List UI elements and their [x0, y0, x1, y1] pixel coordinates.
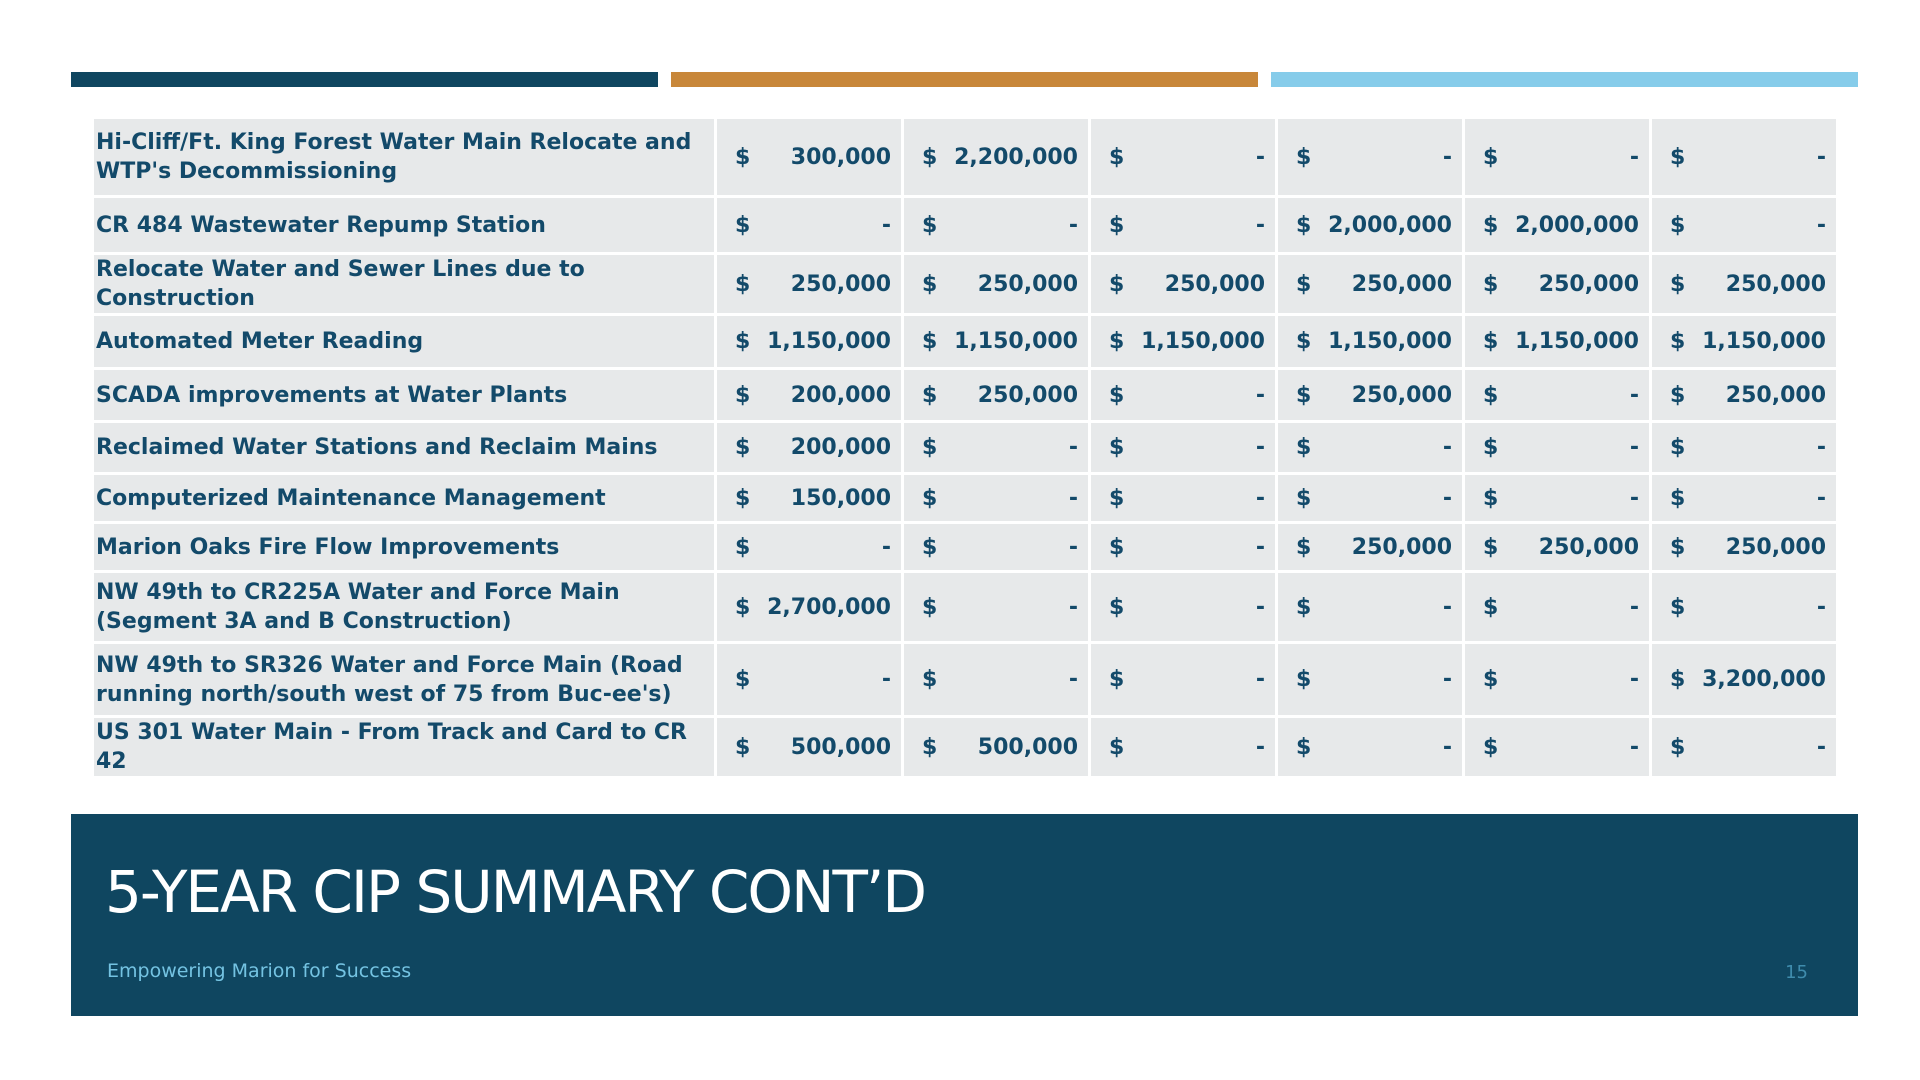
amount-value: - — [1255, 485, 1265, 511]
amount-cell — [1652, 370, 1836, 420]
table-row — [94, 370, 1836, 420]
amount-cell — [1278, 718, 1462, 776]
amount-value: 2,000,000 — [1515, 212, 1639, 238]
amount-cell — [717, 644, 901, 715]
currency-symbol: $ — [735, 667, 751, 692]
amount-cell-content — [1652, 435, 1836, 460]
amount-value: 2,200,000 — [954, 144, 1078, 170]
table-row — [94, 718, 1836, 776]
amount-cell — [1652, 316, 1836, 367]
amount-value: - — [1255, 212, 1265, 238]
amount-cell-content — [1652, 535, 1836, 560]
amount-value: 2,000,000 — [1328, 212, 1452, 238]
amount-value: - — [1068, 212, 1078, 238]
amount-cell — [1465, 718, 1649, 776]
amount-cell-content — [717, 145, 901, 170]
amount-value: - — [1255, 382, 1265, 408]
amount-cell-content — [1091, 486, 1275, 511]
amount-cell — [904, 198, 1088, 252]
currency-symbol: $ — [1296, 144, 1312, 170]
amount-value: - — [1442, 734, 1452, 760]
amount-cell — [1465, 644, 1649, 715]
amount-value: 2,700,000 — [767, 594, 891, 620]
amount-cell-content — [717, 272, 901, 297]
amount-cell-content — [1278, 383, 1462, 408]
table-row — [94, 119, 1836, 195]
amount-cell — [1278, 573, 1462, 641]
amount-value: - — [1442, 594, 1452, 620]
amount-value: - — [1255, 534, 1265, 560]
amount-cell — [1278, 644, 1462, 715]
amount-value: - — [1629, 485, 1639, 511]
amount-value: 200,000 — [790, 382, 891, 408]
amount-value: 1,150,000 — [1141, 329, 1265, 354]
amount-cell — [1091, 573, 1275, 641]
amount-value: - — [1442, 144, 1452, 170]
currency-symbol: $ — [735, 485, 751, 511]
amount-value: 250,000 — [1725, 271, 1826, 297]
amount-cell-content — [717, 329, 901, 354]
table-row — [94, 644, 1836, 715]
amount-cell — [1091, 423, 1275, 472]
amount-cell — [717, 198, 901, 252]
project-name-cell: Hi-Cliff/Ft. King Forest Water Main Relocate and WTP's Decommissioning — [94, 119, 714, 195]
amount-value: - — [1255, 734, 1265, 760]
amount-value: - — [1816, 144, 1826, 170]
amount-cell — [904, 316, 1088, 367]
amount-cell — [1278, 198, 1462, 252]
amount-cell-content — [1652, 272, 1836, 297]
amount-cell — [1278, 524, 1462, 570]
currency-symbol: $ — [1670, 382, 1686, 408]
amount-cell — [1652, 119, 1836, 195]
currency-symbol: $ — [1670, 144, 1686, 170]
amount-value: - — [1068, 435, 1078, 460]
currency-symbol: $ — [1670, 485, 1686, 511]
amount-cell-content — [1278, 435, 1462, 460]
currency-symbol: $ — [1483, 382, 1499, 408]
currency-symbol: $ — [1483, 667, 1499, 692]
amount-cell — [717, 255, 901, 313]
cip-table-body — [94, 119, 1836, 776]
amount-value: 200,000 — [790, 435, 891, 460]
amount-value: 250,000 — [1538, 534, 1639, 560]
currency-symbol: $ — [1109, 329, 1125, 354]
currency-symbol: $ — [735, 212, 751, 238]
currency-symbol: $ — [1296, 382, 1312, 408]
project-name-cell: Automated Meter Reading — [94, 316, 714, 367]
currency-symbol: $ — [1670, 212, 1686, 238]
amount-cell — [1091, 119, 1275, 195]
amount-cell — [717, 119, 901, 195]
amount-cell-content — [717, 595, 901, 620]
amount-cell-content — [904, 383, 1088, 408]
amount-cell — [1091, 198, 1275, 252]
amount-cell-content — [1278, 595, 1462, 620]
amount-cell — [904, 370, 1088, 420]
amount-cell-content — [1465, 595, 1649, 620]
amount-cell-content — [1091, 595, 1275, 620]
amount-value: - — [1816, 212, 1826, 238]
amount-cell-content — [1465, 329, 1649, 354]
amount-cell-content — [717, 486, 901, 511]
amount-cell-content — [1091, 213, 1275, 238]
amount-cell-content — [1091, 383, 1275, 408]
accent-bar-navy — [71, 72, 658, 87]
amount-value: 250,000 — [977, 382, 1078, 408]
amount-cell-content — [1278, 145, 1462, 170]
amount-value: 250,000 — [790, 271, 891, 297]
amount-value: 1,150,000 — [1515, 329, 1639, 354]
currency-symbol: $ — [1109, 144, 1125, 170]
amount-cell — [1091, 475, 1275, 521]
amount-cell — [1278, 370, 1462, 420]
amount-cell — [904, 255, 1088, 313]
amount-value: - — [1068, 534, 1078, 560]
amount-value: 250,000 — [1538, 271, 1639, 297]
currency-symbol: $ — [1109, 734, 1125, 760]
amount-cell-content — [717, 213, 901, 238]
amount-value: - — [1816, 594, 1826, 620]
currency-symbol: $ — [922, 594, 938, 620]
currency-symbol: $ — [1483, 212, 1499, 238]
currency-symbol: $ — [735, 382, 751, 408]
currency-symbol: $ — [1670, 329, 1686, 354]
amount-cell — [1652, 198, 1836, 252]
amount-cell-content — [1465, 213, 1649, 238]
amount-cell — [1278, 255, 1462, 313]
amount-cell — [1091, 718, 1275, 776]
amount-cell-content — [904, 735, 1088, 760]
amount-cell-content — [1091, 435, 1275, 460]
amount-cell-content — [1465, 535, 1649, 560]
currency-symbol: $ — [1670, 534, 1686, 560]
amount-value: 300,000 — [790, 144, 891, 170]
amount-cell-content — [1652, 145, 1836, 170]
amount-cell — [904, 644, 1088, 715]
amount-cell — [1091, 370, 1275, 420]
amount-cell-content — [1091, 667, 1275, 692]
amount-value: - — [1068, 667, 1078, 692]
amount-cell-content — [904, 595, 1088, 620]
amount-cell — [1465, 198, 1649, 252]
amount-cell — [1091, 524, 1275, 570]
table-row — [94, 198, 1836, 252]
amount-value: - — [1816, 734, 1826, 760]
project-name-cell: Computerized Maintenance Management — [94, 475, 714, 521]
currency-symbol: $ — [735, 734, 751, 760]
amount-cell — [904, 119, 1088, 195]
currency-symbol: $ — [1670, 435, 1686, 460]
currency-symbol: $ — [1296, 534, 1312, 560]
amount-value: - — [1255, 667, 1265, 692]
amount-cell-content — [717, 383, 901, 408]
amount-cell-content — [1091, 272, 1275, 297]
currency-symbol: $ — [1670, 271, 1686, 297]
amount-value: - — [1629, 144, 1639, 170]
currency-symbol: $ — [1483, 594, 1499, 620]
amount-cell-content — [717, 735, 901, 760]
amount-cell-content — [1465, 667, 1649, 692]
currency-symbol: $ — [735, 435, 751, 460]
currency-symbol: $ — [922, 144, 938, 170]
currency-symbol: $ — [1109, 435, 1125, 460]
amount-cell — [1278, 316, 1462, 367]
currency-symbol: $ — [922, 212, 938, 238]
amount-cell-content — [1465, 272, 1649, 297]
amount-cell-content — [1278, 329, 1462, 354]
amount-cell — [1652, 573, 1836, 641]
amount-value: - — [1816, 435, 1826, 460]
currency-symbol: $ — [1296, 594, 1312, 620]
amount-cell — [717, 573, 901, 641]
amount-value: 250,000 — [977, 271, 1078, 297]
amount-value: 250,000 — [1725, 382, 1826, 408]
amount-value: 1,150,000 — [1702, 329, 1826, 354]
amount-cell — [1465, 255, 1649, 313]
project-name-cell: SCADA improvements at Water Plants — [94, 370, 714, 420]
amount-cell — [717, 370, 901, 420]
amount-cell-content — [904, 145, 1088, 170]
amount-cell — [1465, 573, 1649, 641]
amount-value: - — [1629, 667, 1639, 692]
project-name-cell: NW 49th to SR326 Water and Force Main (Road running north/south west of 75 from Buc-ee's) — [94, 644, 714, 715]
currency-symbol: $ — [1296, 667, 1312, 692]
amount-cell — [1652, 644, 1836, 715]
currency-symbol: $ — [1296, 435, 1312, 460]
footer-banner — [71, 814, 1858, 1016]
currency-symbol: $ — [735, 594, 751, 620]
currency-symbol: $ — [735, 271, 751, 297]
project-name-cell: Relocate Water and Sewer Lines due to Construction — [94, 255, 714, 313]
currency-symbol: $ — [1483, 485, 1499, 511]
amount-cell — [717, 475, 901, 521]
amount-cell — [1091, 644, 1275, 715]
project-name-cell: US 301 Water Main - From Track and Card to CR 42 — [94, 718, 714, 776]
table-row — [94, 475, 1836, 521]
currency-symbol: $ — [922, 667, 938, 692]
amount-cell-content — [1278, 272, 1462, 297]
amount-value: 250,000 — [1351, 271, 1452, 297]
currency-symbol: $ — [1109, 667, 1125, 692]
amount-cell-content — [1278, 535, 1462, 560]
amount-value: 500,000 — [790, 734, 891, 760]
currency-symbol: $ — [735, 329, 751, 354]
amount-value: - — [1629, 435, 1639, 460]
project-name-cell: CR 484 Wastewater Repump Station — [94, 198, 714, 252]
currency-symbol: $ — [922, 485, 938, 511]
amount-cell-content — [904, 667, 1088, 692]
currency-symbol: $ — [1483, 271, 1499, 297]
slide-number: 15 — [1785, 962, 1808, 983]
amount-cell-content — [1278, 486, 1462, 511]
amount-cell-content — [1465, 486, 1649, 511]
amount-cell-content — [1652, 213, 1836, 238]
amount-cell — [1652, 475, 1836, 521]
currency-symbol: $ — [1109, 382, 1125, 408]
currency-symbol: $ — [922, 534, 938, 560]
amount-cell-content — [717, 435, 901, 460]
project-name-cell: Reclaimed Water Stations and Reclaim Mains — [94, 423, 714, 472]
currency-symbol: $ — [735, 144, 751, 170]
amount-cell — [1652, 718, 1836, 776]
amount-value: - — [881, 534, 891, 560]
amount-cell-content — [904, 213, 1088, 238]
amount-cell — [1465, 524, 1649, 570]
currency-symbol: $ — [1109, 534, 1125, 560]
amount-value: - — [1442, 485, 1452, 511]
amount-cell — [717, 316, 901, 367]
cip-summary-table — [91, 116, 1839, 779]
currency-symbol: $ — [1109, 271, 1125, 297]
table-row — [94, 573, 1836, 641]
amount-value: - — [881, 212, 891, 238]
amount-cell-content — [717, 667, 901, 692]
amount-cell-content — [1465, 735, 1649, 760]
slide-title: 5-YEAR CIP SUMMARY CONT’D — [105, 858, 925, 926]
project-name-cell: NW 49th to CR225A Water and Force Main (Segment 3A and B Construction) — [94, 573, 714, 641]
amount-value: 1,150,000 — [1328, 329, 1452, 354]
amount-cell — [1091, 255, 1275, 313]
amount-cell-content — [1465, 383, 1649, 408]
amount-value: - — [1255, 435, 1265, 460]
amount-value: 250,000 — [1164, 271, 1265, 297]
amount-cell-content — [1652, 667, 1836, 692]
amount-cell — [1652, 255, 1836, 313]
currency-symbol: $ — [1296, 212, 1312, 238]
amount-cell-content — [904, 486, 1088, 511]
amount-cell — [1465, 119, 1649, 195]
amount-cell — [1091, 316, 1275, 367]
table-row — [94, 316, 1836, 367]
currency-symbol: $ — [1296, 485, 1312, 511]
currency-symbol: $ — [1109, 212, 1125, 238]
currency-symbol: $ — [1483, 734, 1499, 760]
amount-value: - — [1816, 485, 1826, 511]
amount-cell — [904, 573, 1088, 641]
currency-symbol: $ — [1483, 329, 1499, 354]
amount-value: 1,150,000 — [767, 329, 891, 354]
accent-bar-light-blue — [1271, 72, 1858, 87]
amount-cell-content — [1652, 383, 1836, 408]
amount-value: - — [1442, 667, 1452, 692]
amount-cell-content — [1091, 329, 1275, 354]
currency-symbol: $ — [735, 534, 751, 560]
currency-symbol: $ — [1296, 329, 1312, 354]
currency-symbol: $ — [922, 734, 938, 760]
amount-cell-content — [1278, 735, 1462, 760]
amount-cell-content — [1278, 213, 1462, 238]
table-row — [94, 423, 1836, 472]
amount-cell — [1278, 475, 1462, 521]
amount-cell-content — [1652, 595, 1836, 620]
currency-symbol: $ — [1483, 534, 1499, 560]
currency-symbol: $ — [1670, 734, 1686, 760]
amount-value: 150,000 — [790, 485, 891, 511]
currency-symbol: $ — [1296, 734, 1312, 760]
amount-value: 3,200,000 — [1702, 667, 1826, 692]
amount-cell — [904, 718, 1088, 776]
amount-value: - — [1629, 734, 1639, 760]
amount-value: 500,000 — [977, 734, 1078, 760]
currency-symbol: $ — [1670, 594, 1686, 620]
amount-cell — [1278, 423, 1462, 472]
amount-value: - — [1255, 144, 1265, 170]
amount-cell-content — [1091, 145, 1275, 170]
amount-cell-content — [1652, 735, 1836, 760]
amount-cell — [1465, 316, 1649, 367]
amount-cell — [1465, 423, 1649, 472]
amount-cell — [1465, 475, 1649, 521]
currency-symbol: $ — [1670, 667, 1686, 692]
currency-symbol: $ — [1483, 144, 1499, 170]
amount-cell-content — [1465, 435, 1649, 460]
accent-bar-gold — [671, 72, 1258, 87]
amount-cell-content — [904, 329, 1088, 354]
amount-cell — [1278, 119, 1462, 195]
project-name-cell: Marion Oaks Fire Flow Improvements — [94, 524, 714, 570]
amount-cell-content — [1278, 667, 1462, 692]
amount-cell-content — [717, 535, 901, 560]
amount-cell-content — [1652, 486, 1836, 511]
amount-cell — [1652, 524, 1836, 570]
currency-symbol: $ — [1483, 435, 1499, 460]
amount-value: - — [1442, 435, 1452, 460]
amount-cell — [904, 423, 1088, 472]
amount-value: - — [1629, 594, 1639, 620]
amount-cell-content — [904, 435, 1088, 460]
amount-value: - — [1255, 594, 1265, 620]
amount-value: 1,150,000 — [954, 329, 1078, 354]
amount-value: - — [1629, 382, 1639, 408]
currency-symbol: $ — [922, 329, 938, 354]
amount-cell — [717, 423, 901, 472]
amount-value: - — [881, 667, 891, 692]
amount-cell-content — [1091, 535, 1275, 560]
amount-value: 250,000 — [1351, 534, 1452, 560]
currency-symbol: $ — [922, 435, 938, 460]
amount-cell — [1652, 423, 1836, 472]
amount-cell-content — [1465, 145, 1649, 170]
currency-symbol: $ — [922, 271, 938, 297]
amount-value: 250,000 — [1725, 534, 1826, 560]
amount-cell — [717, 718, 901, 776]
amount-value: - — [1068, 485, 1078, 511]
currency-symbol: $ — [1109, 594, 1125, 620]
amount-value: 250,000 — [1351, 382, 1452, 408]
amount-cell-content — [904, 535, 1088, 560]
amount-cell-content — [904, 272, 1088, 297]
amount-cell — [1465, 370, 1649, 420]
amount-cell-content — [1652, 329, 1836, 354]
amount-value: - — [1068, 594, 1078, 620]
amount-cell-content — [1091, 735, 1275, 760]
amount-cell — [904, 475, 1088, 521]
amount-cell — [904, 524, 1088, 570]
amount-cell — [717, 524, 901, 570]
footer-tagline: Empowering Marion for Success — [107, 960, 412, 982]
table-row — [94, 524, 1836, 570]
currency-symbol: $ — [1109, 485, 1125, 511]
currency-symbol: $ — [1296, 271, 1312, 297]
table-row — [94, 255, 1836, 313]
currency-symbol: $ — [922, 382, 938, 408]
